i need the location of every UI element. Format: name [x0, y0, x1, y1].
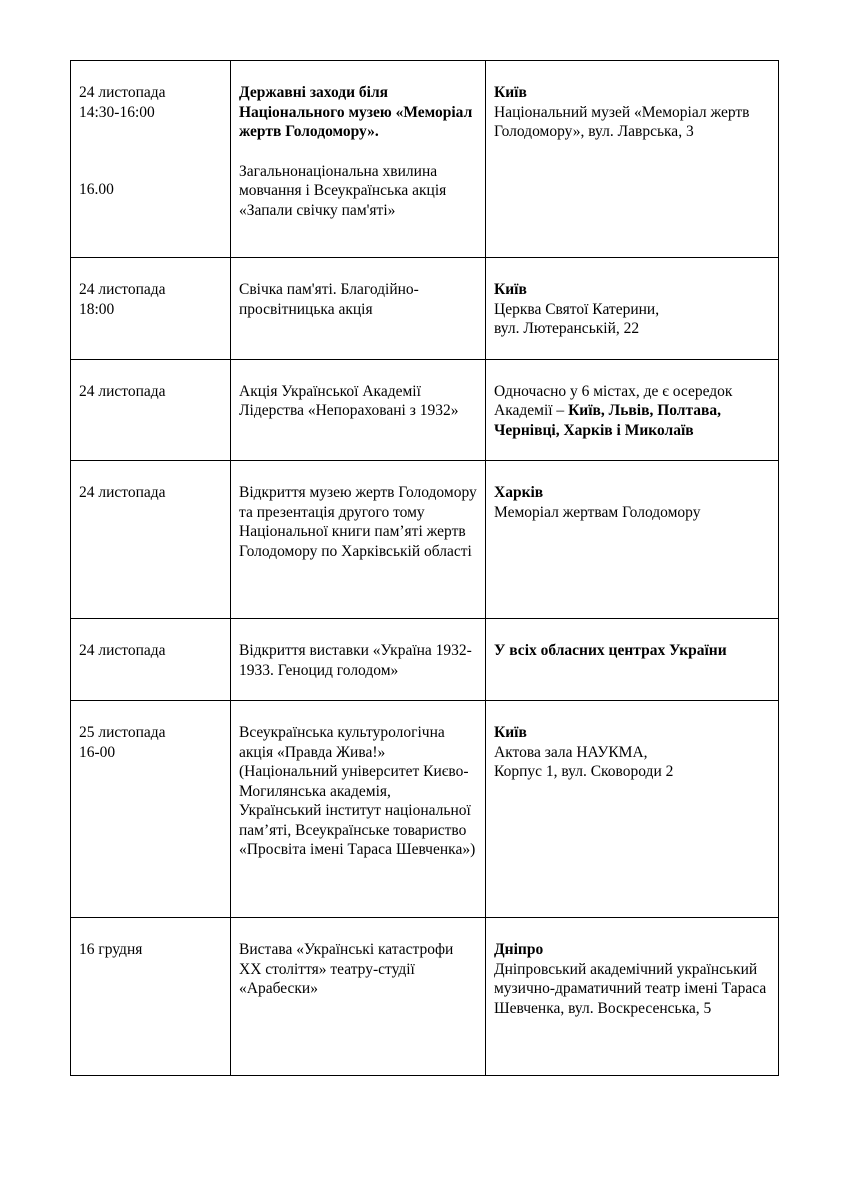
- event-description: Відкриття музею жертв Голодомору та презентація другого тому Національної книги пам’яті жертв Голодомору по Харківській області: [239, 484, 477, 560]
- table-row: [71, 258, 779, 360]
- location-cell: [486, 918, 779, 1076]
- location-place: Національний музей «Меморіал жертв Голодомору», вул. Лаврська, 3: [494, 103, 750, 140]
- event-cell: [231, 918, 486, 1076]
- date-cell: [71, 461, 231, 619]
- location-cell: [486, 359, 779, 461]
- date-cell: [71, 359, 231, 461]
- table-row: [71, 359, 779, 461]
- event-date: 16 грудня: [79, 941, 143, 958]
- location-address: Корпус 1, вул. Сковороди 2: [494, 763, 674, 780]
- location-note: Одночасно у 6 містах, де є осередок Академії –: [494, 382, 733, 419]
- event-description: Свічка пам'яті. Благодійно-просвітницька акція: [239, 281, 419, 318]
- location-place: Меморіал жертвам Голодомору: [494, 503, 701, 521]
- event-description: Відкриття виставки «Україна 1932-1933. Геноцид голодом»: [239, 642, 472, 679]
- location-city: Київ: [494, 84, 527, 101]
- event-cell: [231, 258, 486, 360]
- date-cell: [71, 918, 231, 1076]
- event-description: Всеукраїнська культурологічна акція «Правда Жива!» (Національний університет Києво-Могилянська академія, Український інститут національної пам’яті, Всеукраїнське товариство «Просвіта імені Тараса Шевченка»): [239, 724, 476, 858]
- event-time: 16-00: [79, 743, 116, 761]
- event-description: Акція Української Академії Лідерства «Непораховані з 1932»: [239, 382, 459, 419]
- location-cities: Київ, Львів, Полтава, Чернівці, Харків і Миколаїв: [494, 402, 722, 439]
- events-table: [70, 60, 779, 1076]
- event-description: Вистава «Українські катастрофи ХХ століття» театру-студії «Арабески»: [239, 941, 454, 997]
- location-city: Дніпро: [494, 941, 544, 958]
- date-cell: [71, 61, 231, 258]
- location-place: Церква Святої Катерини,: [494, 300, 660, 318]
- event-title: Державні заходи біля Національного музею «Меморіал жертв Голодомору».: [239, 84, 473, 140]
- event-cell: [231, 359, 486, 461]
- date-cell: [71, 701, 231, 918]
- table-row: [71, 701, 779, 918]
- event-date: 24 листопада: [79, 484, 166, 501]
- location-city: Київ: [494, 281, 527, 298]
- location-all-centers: У всіх обласних центрах України: [494, 642, 727, 659]
- location-cell: [486, 258, 779, 360]
- event-date: 24 листопада: [79, 84, 166, 101]
- location-address: музично-драматичний театр імені Тараса Шевченка, вул. Воскресенська, 5: [494, 980, 767, 1017]
- event-time-secondary: 16.00: [79, 181, 114, 198]
- table-row: [71, 918, 779, 1076]
- event-time: 18:00: [79, 300, 115, 318]
- location-cell: [486, 461, 779, 619]
- event-cell: [231, 619, 486, 701]
- event-cell: [231, 461, 486, 619]
- date-cell: [71, 258, 231, 360]
- location-cell: [486, 61, 779, 258]
- event-description: Загальнонаціональна хвилина мовчання і Всеукраїнська акція «Запали свічку пам'яті»: [239, 162, 447, 219]
- event-time: 14:30-16:00: [79, 103, 155, 121]
- location-cell: [486, 619, 779, 701]
- table-row: [71, 461, 779, 619]
- location-city: Київ: [494, 724, 527, 741]
- table-row: [71, 619, 779, 701]
- event-date: 24 листопада: [79, 642, 166, 659]
- location-cell: [486, 701, 779, 918]
- location-address: вул. Лютеранській, 22: [494, 320, 640, 337]
- location-place: Актова зала НАУКМА,: [494, 743, 648, 761]
- event-date: 25 листопада: [79, 724, 166, 741]
- location-city: Харків: [494, 484, 544, 501]
- event-date: 24 листопада: [79, 382, 166, 400]
- event-date: 24 листопада: [79, 281, 166, 298]
- date-cell: [71, 619, 231, 701]
- event-cell: [231, 701, 486, 918]
- table-row: [71, 61, 779, 258]
- location-place: Дніпровський академічний український: [494, 960, 758, 978]
- event-cell: [231, 61, 486, 258]
